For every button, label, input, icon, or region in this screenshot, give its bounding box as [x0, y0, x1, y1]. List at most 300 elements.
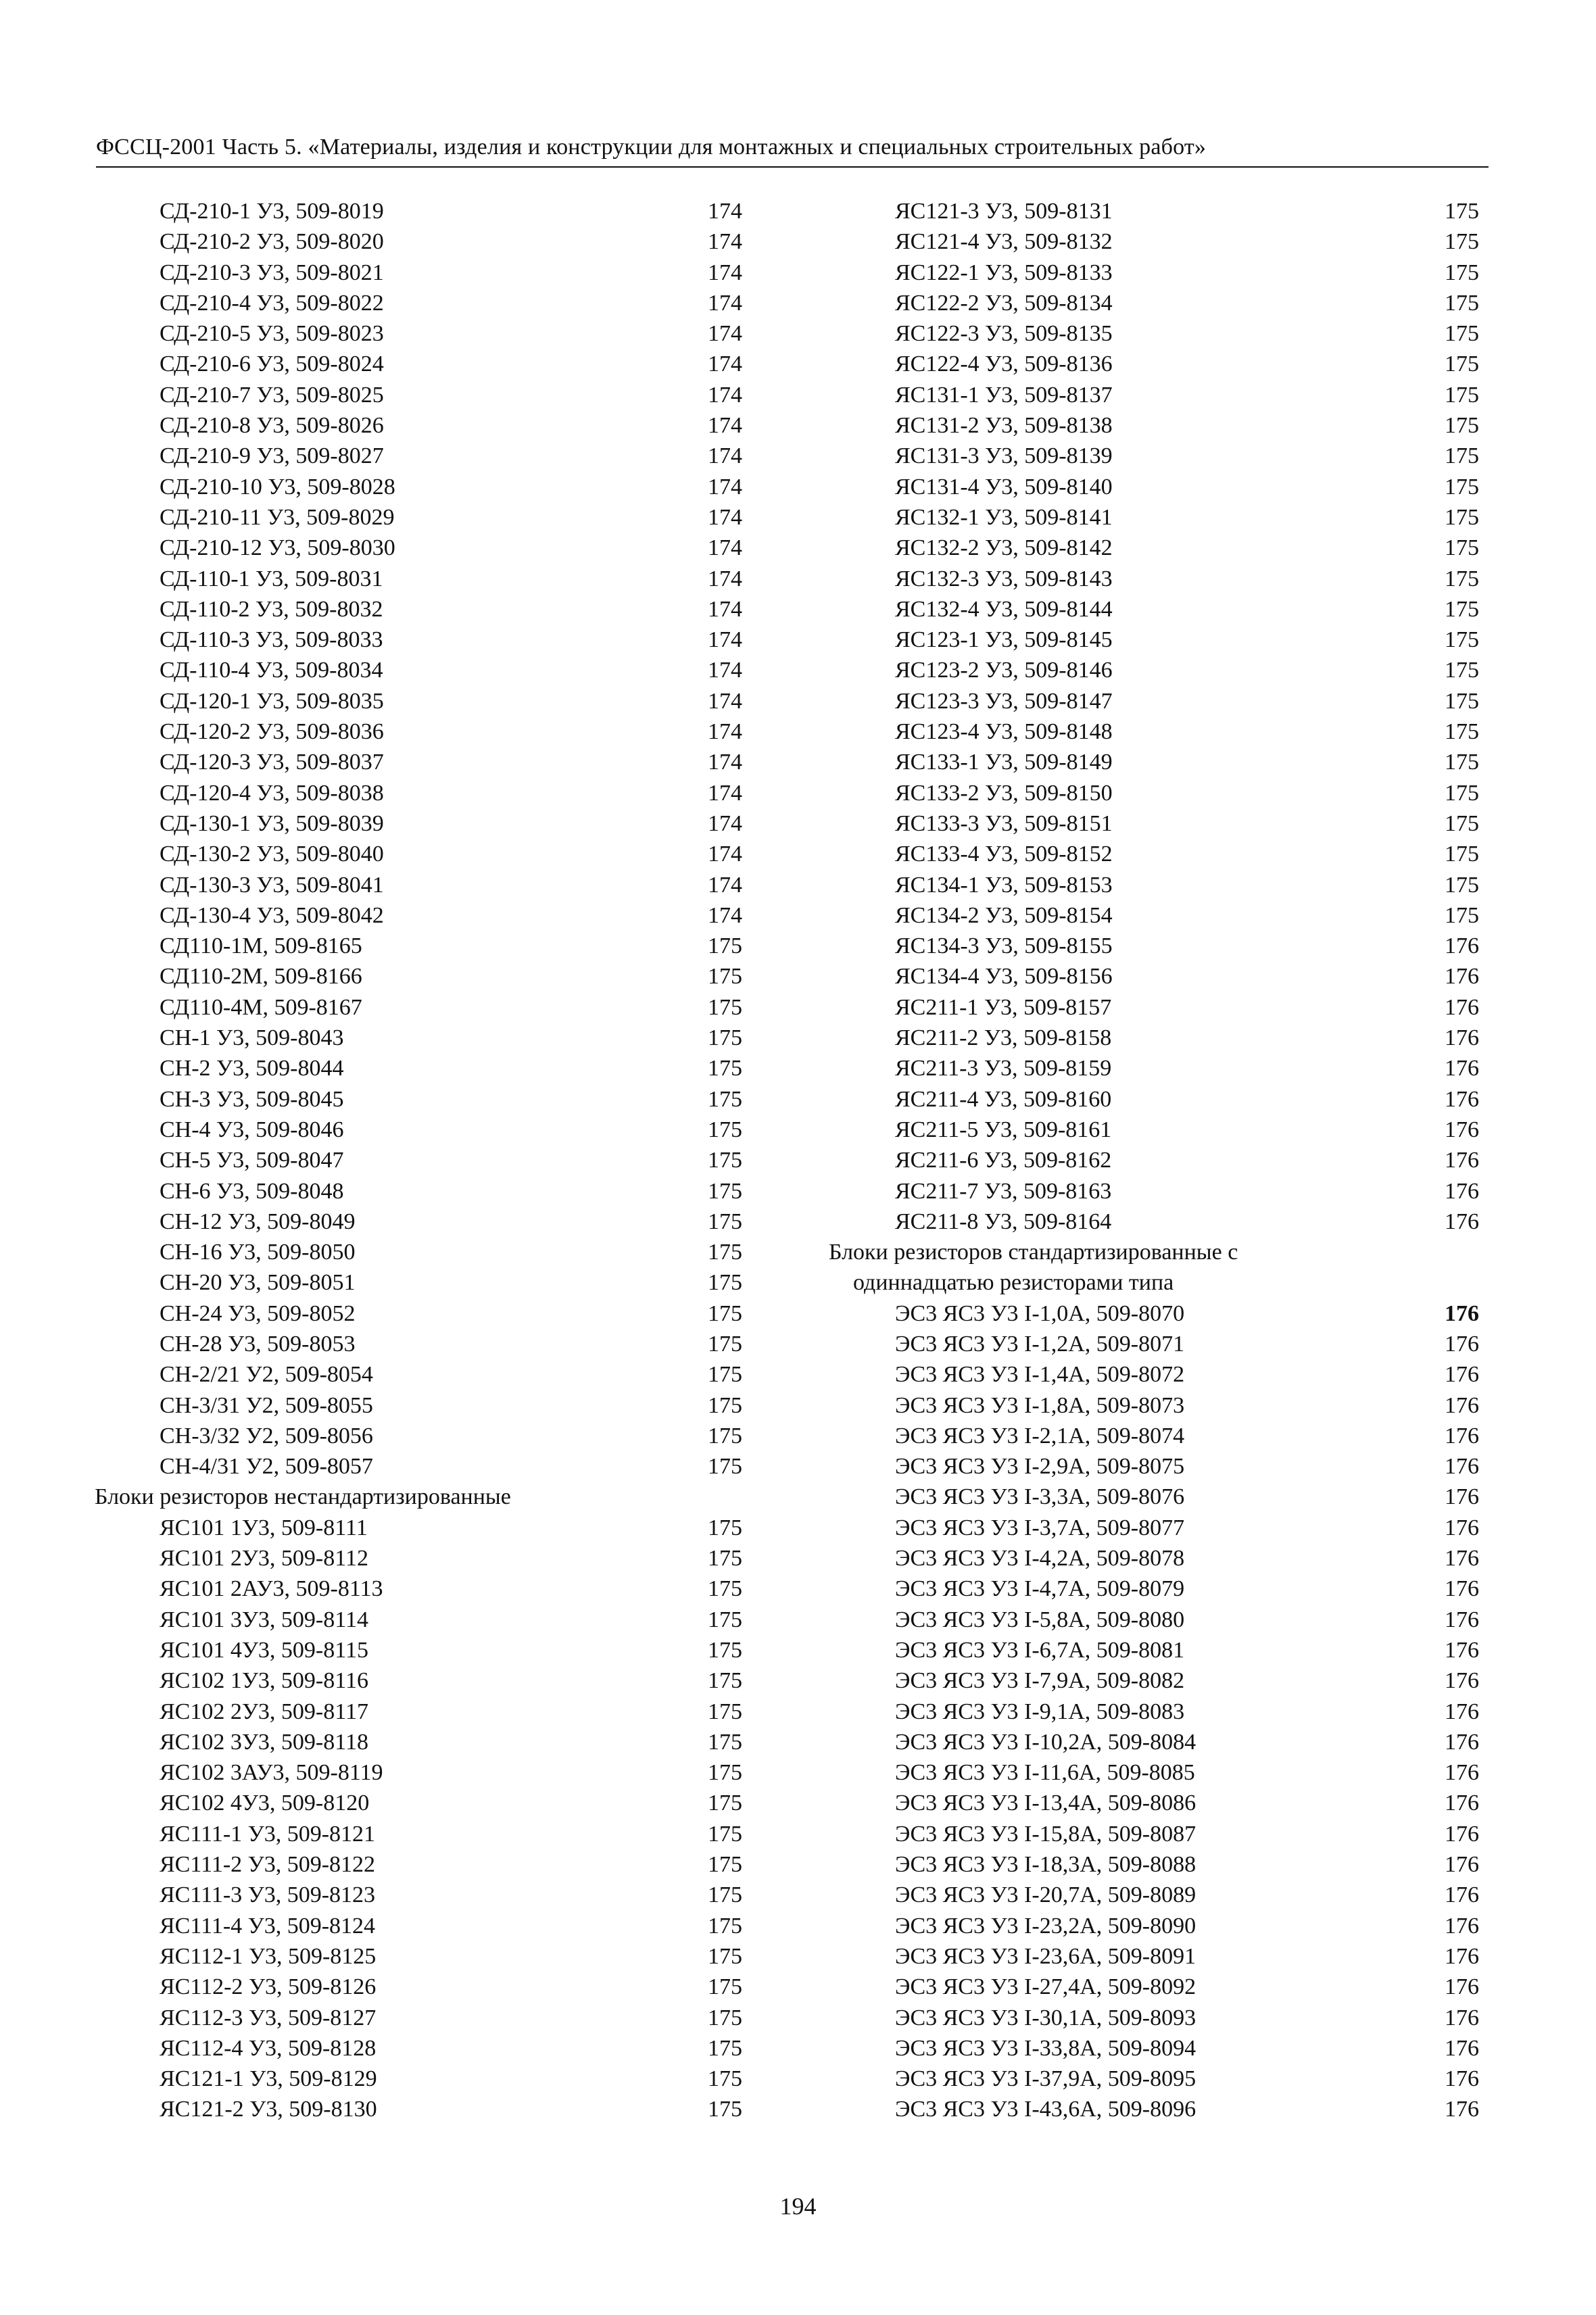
dot-leader — [378, 2024, 697, 2025]
index-entry — [95, 1023, 742, 1053]
entry-code: ЭС3 ЯС3 У3 I-18,3А, 509-8088 — [895, 1852, 1196, 1878]
index-entry — [95, 2033, 742, 2064]
dot-leader — [1186, 1350, 1434, 1351]
dot-leader — [386, 248, 697, 249]
index-entry — [95, 1513, 742, 1543]
entry-page-number: 174 — [708, 566, 742, 591]
dot-leader — [1115, 646, 1434, 647]
entry-page-number: 176 — [1445, 933, 1479, 959]
page-header: ФССЦ-2001 Часть 5. «Материалы, изделия и конструкции для монтажных и специальных строительных работ» — [96, 132, 1489, 168]
entry-code: СД-130-4 У3, 509-8042 — [160, 902, 384, 928]
entry-page-number: 174 — [708, 810, 742, 836]
index-entry — [829, 349, 1479, 379]
entry-page-number: 174 — [708, 351, 742, 377]
dot-leader — [345, 1136, 697, 1137]
entry-code: ЭС3 ЯС3 У3 I-20,7А, 509-8089 — [895, 1882, 1196, 1908]
index-entry — [829, 1697, 1479, 1727]
index-entry — [829, 1115, 1479, 1145]
index-entry — [829, 380, 1479, 410]
dot-leader — [377, 1901, 697, 1902]
dot-leader — [386, 279, 697, 280]
index-entry — [95, 1084, 742, 1115]
entry-page-number: 174 — [708, 321, 742, 347]
entry-code: СД-120-1 У3, 509-8035 — [160, 688, 384, 714]
entry-code: СД-210-11 У3, 509-8029 — [160, 504, 395, 530]
entry-code: ЯС123-3 У3, 509-8147 — [895, 688, 1113, 714]
index-entry — [829, 931, 1479, 961]
entry-page-number: 176 — [1445, 2035, 1479, 2061]
index-entry — [95, 1359, 742, 1390]
index-entry — [829, 472, 1479, 502]
entry-code: СД-210-5 У3, 509-8023 — [160, 321, 384, 347]
entry-code: СД110-4М, 509-8167 — [160, 994, 362, 1020]
index-entry — [95, 1176, 742, 1207]
entry-page-number: 175 — [708, 1209, 742, 1234]
entry-page-number: 174 — [708, 596, 742, 622]
entry-page-number: 175 — [1445, 260, 1479, 285]
entry-code: ЭС3 ЯС3 У3 I-3,7А, 509-8077 — [895, 1515, 1185, 1540]
entry-code: ЯС132-2 У3, 509-8142 — [895, 535, 1113, 561]
entry-code: ЭС3 ЯС3 У3 I-5,8А, 509-8080 — [895, 1607, 1185, 1632]
index-entry — [95, 931, 742, 961]
entry-code: СД-110-3 У3, 509-8033 — [160, 627, 383, 653]
entry-code: ЯС102 3У3, 509-8118 — [160, 1729, 368, 1755]
dot-leader — [1198, 1809, 1434, 1810]
index-entry — [95, 839, 742, 869]
dot-leader — [1186, 1503, 1434, 1504]
index-entry — [95, 1298, 742, 1329]
dot-leader — [1198, 1932, 1434, 1933]
entry-code: СД-210-2 У3, 509-8020 — [160, 229, 384, 255]
dot-leader — [385, 1779, 697, 1780]
entry-code: СД-210-9 У3, 509-8027 — [160, 443, 384, 469]
entry-page-number: 176 — [1445, 1913, 1479, 1939]
index-entry — [829, 900, 1479, 931]
entry-code: ЭС3 ЯС3 У3 I-27,4А, 509-8092 — [895, 1974, 1196, 2000]
entry-code: СД-130-3 У3, 509-8041 — [160, 872, 384, 898]
index-entry — [95, 226, 742, 257]
index-entry — [829, 778, 1479, 808]
index-entry — [829, 808, 1479, 839]
index-entry — [829, 533, 1479, 563]
entry-code: СН-12 У3, 509-8049 — [160, 1209, 356, 1234]
index-entry — [829, 1819, 1479, 1849]
entry-page-number: 175 — [708, 1607, 742, 1632]
entry-code: ЭС3 ЯС3 У3 I-2,9А, 509-8075 — [895, 1454, 1185, 1480]
index-entry — [829, 1605, 1479, 1635]
entry-code: ЯС102 2У3, 509-8117 — [160, 1699, 368, 1724]
entry-code: ЯС121-4 У3, 509-8132 — [895, 229, 1113, 255]
index-entry — [829, 1543, 1479, 1574]
entry-code: ЯС111-3 У3, 509-8123 — [160, 1882, 376, 1908]
dot-leader — [364, 1014, 697, 1015]
entry-code: ЯС132-1 У3, 509-8141 — [895, 504, 1113, 530]
index-entry — [95, 1849, 742, 1880]
dot-leader — [385, 1595, 697, 1596]
entry-page-number: 174 — [708, 872, 742, 898]
section-title-standard-line2: одиннадцатью резисторами типа — [853, 1270, 1174, 1296]
dot-leader — [1198, 1871, 1434, 1872]
dot-leader — [386, 370, 697, 371]
index-entry — [95, 870, 742, 900]
index-entry — [829, 2033, 1479, 2064]
index-entry — [95, 747, 742, 777]
index-entry — [829, 1880, 1479, 1910]
entry-page-number: 175 — [708, 1240, 742, 1265]
index-entry — [95, 1972, 742, 2002]
dot-leader — [377, 1932, 697, 1933]
entry-code: ЭС3 ЯС3 У3 I-1,2А, 509-8071 — [895, 1331, 1185, 1357]
dot-leader — [1198, 2085, 1434, 2086]
index-entry — [829, 410, 1479, 441]
entry-code: ЭС3 ЯС3 У3 I-4,2А, 509-8078 — [895, 1546, 1185, 1571]
entry-page-number: 175 — [708, 1331, 742, 1357]
entry-code: СН-24 У3, 509-8052 — [160, 1300, 356, 1326]
entry-page-number: 175 — [708, 1515, 742, 1540]
entry-code: ЯС111-1 У3, 509-8121 — [160, 1821, 376, 1847]
index-entry — [95, 1267, 742, 1298]
entry-code: СН-28 У3, 509-8053 — [160, 1331, 356, 1357]
entry-page-number: 176 — [1445, 1484, 1479, 1510]
index-entry — [829, 1053, 1479, 1083]
entry-page-number: 175 — [708, 1699, 742, 1724]
entry-code: ЯС123-1 У3, 509-8145 — [895, 627, 1113, 653]
entry-page-number: 176 — [1445, 2097, 1479, 2122]
entry-page-number: 176 — [1445, 1790, 1479, 1816]
entry-page-number: 176 — [1445, 1362, 1479, 1388]
dot-leader — [379, 2085, 697, 2086]
entry-page-number: 174 — [708, 290, 742, 316]
dot-leader — [1186, 1381, 1434, 1382]
index-entry — [95, 1788, 742, 1818]
index-entry — [829, 1513, 1479, 1543]
entry-page-number: 174 — [708, 504, 742, 530]
entry-code: ЭС3 ЯС3 У3 I-33,8А, 509-8094 — [895, 2035, 1196, 2061]
entry-page-number: 175 — [708, 1086, 742, 1112]
entry-code: ЯС134-2 У3, 509-8154 — [895, 902, 1113, 928]
entry-code: ЯС102 1У3, 509-8116 — [160, 1668, 368, 1694]
entry-page-number: 175 — [708, 964, 742, 990]
dot-leader — [1115, 952, 1434, 953]
entry-code: ЭС3 ЯС3 У3 I-23,6А, 509-8091 — [895, 1943, 1196, 1969]
dot-leader — [357, 1228, 697, 1229]
entry-code: СД-110-2 У3, 509-8032 — [160, 596, 383, 622]
entry-code: СД-210-12 У3, 509-8030 — [160, 535, 395, 561]
entry-page-number: 176 — [1445, 1974, 1479, 2000]
index-entry — [95, 472, 742, 502]
entry-code: СН-16 У3, 509-8050 — [160, 1240, 356, 1265]
index-entry — [829, 1451, 1479, 1482]
dot-leader — [1115, 401, 1434, 402]
dot-leader — [1115, 554, 1434, 555]
index-entry — [829, 1390, 1479, 1421]
entry-code: ЯС131-2 У3, 509-8138 — [895, 413, 1113, 439]
entry-page-number: 176 — [1445, 964, 1479, 990]
entry-page-number: 175 — [1445, 504, 1479, 530]
entry-code: ЭС3 ЯС3 У3 I-6,7А, 509-8081 — [895, 1637, 1185, 1663]
entry-page-number: 176 — [1445, 1331, 1479, 1357]
index-entry — [829, 1727, 1479, 1757]
entry-code: ЯС211-2 У3, 509-8158 — [895, 1025, 1112, 1051]
entry-code: СД-210-8 У3, 509-8026 — [160, 413, 384, 439]
dot-leader — [386, 738, 697, 739]
dot-leader — [1115, 738, 1434, 739]
entry-page-number: 175 — [708, 1178, 742, 1204]
entry-code: СД-110-1 У3, 509-8031 — [160, 566, 383, 591]
entry-code: СД-130-2 У3, 509-8040 — [160, 842, 384, 867]
entry-page-number: 175 — [1445, 842, 1479, 867]
index-entry — [95, 961, 742, 992]
dot-leader — [1186, 1626, 1434, 1627]
index-entry — [829, 1574, 1479, 1604]
entry-page-number: 175 — [708, 1056, 742, 1081]
index-entry — [95, 1145, 742, 1175]
index-entry — [95, 288, 742, 318]
dot-leader — [357, 1289, 697, 1290]
dot-leader — [1115, 493, 1434, 494]
dot-leader — [357, 1320, 697, 1321]
entry-page-number: 176 — [1445, 1515, 1479, 1540]
index-entry — [829, 502, 1479, 533]
entry-page-number: 174 — [708, 627, 742, 653]
index-entry — [95, 1237, 742, 1267]
dot-leader — [386, 922, 697, 923]
entry-page-number: 174 — [708, 260, 742, 285]
entry-page-number: 175 — [708, 2097, 742, 2122]
entry-code: СД-210-7 У3, 509-8025 — [160, 382, 384, 408]
dot-leader — [1115, 340, 1434, 341]
dot-leader — [1115, 860, 1434, 861]
index-entry — [95, 410, 742, 441]
index-entry — [829, 564, 1479, 594]
index-entry — [95, 992, 742, 1023]
dot-leader — [357, 1350, 697, 1351]
dot-leader — [385, 646, 697, 647]
entry-page-number: 176 — [1445, 1117, 1479, 1142]
index-entry — [95, 2064, 742, 2094]
index-entry — [829, 1849, 1479, 1880]
dot-leader — [1115, 830, 1434, 831]
dot-leader — [397, 493, 697, 494]
entry-page-number: 174 — [708, 688, 742, 714]
dot-leader — [386, 340, 697, 341]
entry-code: ЯС211-4 У3, 509-8160 — [895, 1086, 1112, 1112]
page-number: 194 — [779, 2193, 817, 2220]
entry-page-number: 174 — [708, 719, 742, 745]
entry-page-number: 175 — [708, 1760, 742, 1786]
entry-page-number: 174 — [708, 902, 742, 928]
index-entry — [829, 258, 1479, 288]
entry-page-number: 175 — [708, 1668, 742, 1694]
entry-code: ЯС102 4У3, 509-8120 — [160, 1790, 370, 1816]
entry-code: ЯС121-2 У3, 509-8130 — [160, 2097, 377, 2122]
dot-leader — [371, 1809, 697, 1810]
index-entry — [95, 258, 742, 288]
entry-page-number: 176 — [1445, 994, 1479, 1020]
entry-page-number: 175 — [708, 2005, 742, 2030]
left-entries-b — [95, 1513, 742, 2125]
entry-page-number: 176 — [1445, 1607, 1479, 1632]
entry-page-number: 176 — [1445, 1576, 1479, 1602]
entry-page-number: 175 — [1445, 596, 1479, 622]
entry-page-number: 176 — [1445, 1699, 1479, 1724]
entry-page-number: 176 — [1445, 1025, 1479, 1051]
dot-leader — [375, 1412, 697, 1413]
index-entry — [95, 716, 742, 747]
entry-page-number: 176 — [1445, 1729, 1479, 1755]
entry-page-number: 175 — [1445, 351, 1479, 377]
entry-page-number: 176 — [1445, 1086, 1479, 1112]
entry-page-number: 175 — [708, 1300, 742, 1326]
dot-leader — [1113, 1014, 1434, 1015]
entry-page-number: 175 — [708, 1546, 742, 1571]
entry-code: СН-5 У3, 509-8047 — [160, 1148, 344, 1173]
index-entry — [829, 1084, 1479, 1115]
dot-leader — [370, 1534, 697, 1535]
index-entry — [95, 625, 742, 655]
entry-page-number: 176 — [1445, 1760, 1479, 1786]
dot-leader — [364, 952, 697, 953]
entry-page-number: 174 — [708, 474, 742, 499]
entry-code: СН-2 У3, 509-8044 — [160, 1056, 344, 1081]
entry-page-number: 174 — [708, 382, 742, 408]
entry-code: СД110-2М, 509-8166 — [160, 964, 362, 990]
index-entry — [95, 808, 742, 839]
index-entry — [95, 2094, 742, 2124]
index-entry — [95, 778, 742, 808]
index-entry — [829, 716, 1479, 747]
entry-code: ЯС134-1 У3, 509-8153 — [895, 872, 1113, 898]
entry-page-number: 175 — [1445, 229, 1479, 255]
entry-code: ЯС111-4 У3, 509-8124 — [160, 1913, 376, 1939]
entry-code: ЭС3 ЯС3 У3 I-37,9А, 509-8095 — [895, 2066, 1196, 2092]
entry-page-number: 175 — [708, 2035, 742, 2061]
dot-leader — [386, 830, 697, 831]
entry-code: СД-120-2 У3, 509-8036 — [160, 719, 384, 745]
entry-code: СД-210-3 У3, 509-8021 — [160, 260, 384, 285]
entry-code: СД-210-4 У3, 509-8022 — [160, 290, 384, 316]
index-entry — [829, 1635, 1479, 1665]
entry-code: ЯС133-2 У3, 509-8150 — [895, 780, 1113, 806]
index-entry — [829, 686, 1479, 716]
dot-leader — [397, 554, 697, 555]
entry-code: СН-1 У3, 509-8043 — [160, 1025, 344, 1051]
index-entry — [95, 1819, 742, 1849]
entry-page-number: 174 — [708, 413, 742, 439]
entry-code: ЯС101 3У3, 509-8114 — [160, 1607, 368, 1632]
left-entries-a — [95, 196, 742, 1482]
entry-page-number: 175 — [1445, 658, 1479, 683]
dot-leader — [378, 1993, 697, 1994]
dot-leader — [1186, 1687, 1434, 1688]
index-entry — [95, 1911, 742, 1941]
entry-page-number: 175 — [708, 1729, 742, 1755]
index-entry — [95, 1880, 742, 1910]
entry-code: ЭС3 ЯС3 У3 I-10,2А, 509-8084 — [895, 1729, 1196, 1755]
entry-page-number: 176 — [1445, 1668, 1479, 1694]
dot-leader — [1115, 370, 1434, 371]
entry-page-number: 174 — [708, 658, 742, 683]
entry-code: СН-6 У3, 509-8048 — [160, 1178, 344, 1204]
entry-page-number: 175 — [708, 1392, 742, 1418]
index-entry — [829, 2094, 1479, 2124]
entry-code: ЯС132-4 У3, 509-8144 — [895, 596, 1113, 622]
index-entry — [95, 1697, 742, 1727]
entry-code: СД-120-3 У3, 509-8037 — [160, 750, 384, 775]
dot-leader — [386, 401, 697, 402]
index-entry — [95, 1757, 742, 1788]
index-entry — [829, 1207, 1479, 1237]
entry-code: СД-210-10 У3, 509-8028 — [160, 474, 395, 499]
entry-page-number: 175 — [1445, 780, 1479, 806]
entry-code: СН-4/31 У2, 509-8057 — [160, 1454, 373, 1480]
index-entry — [829, 1482, 1479, 1512]
entry-code: ЯС131-4 У3, 509-8140 — [895, 474, 1113, 499]
index-entry — [829, 441, 1479, 471]
entry-page-number: 175 — [708, 1852, 742, 1878]
index-entry — [95, 502, 742, 533]
index-entry — [95, 564, 742, 594]
entry-page-number: 174 — [708, 842, 742, 867]
entry-code: ЭС3 ЯС3 У3 I-4,7А, 509-8079 — [895, 1576, 1185, 1602]
entry-page-number: 176 — [1445, 1148, 1479, 1173]
entry-code: ЯС211-8 У3, 509-8164 — [895, 1209, 1112, 1234]
entry-page-number: 175 — [708, 1821, 742, 1847]
index-entry — [95, 1115, 742, 1145]
index-entry — [829, 1421, 1479, 1451]
index-entry — [95, 655, 742, 685]
index-entry — [95, 1941, 742, 1972]
dot-leader — [386, 860, 697, 861]
entry-code: ЭС3 ЯС3 У3 I-11,6А, 509-8085 — [895, 1760, 1195, 1786]
entry-page-number: 174 — [708, 443, 742, 469]
index-entry — [95, 2003, 742, 2033]
index-entry — [95, 196, 742, 226]
entry-code: ЯС122-1 У3, 509-8133 — [895, 260, 1113, 285]
entry-page-number: 175 — [1445, 413, 1479, 439]
right-column — [829, 196, 1479, 2125]
dot-leader — [1186, 1718, 1434, 1719]
dot-leader — [385, 585, 697, 586]
dot-leader — [1113, 1228, 1434, 1229]
entry-code: ЯС131-3 У3, 509-8139 — [895, 443, 1113, 469]
index-entry — [95, 1574, 742, 1604]
index-entry — [829, 625, 1479, 655]
entry-code: ЭС3 ЯС3 У3 I-43,6А, 509-8096 — [895, 2097, 1196, 2122]
entry-code: ЯС112-1 У3, 509-8125 — [160, 1943, 377, 1969]
entry-code: ЯС112-3 У3, 509-8127 — [160, 2005, 377, 2030]
entry-page-number: 175 — [1445, 382, 1479, 408]
index-entry — [829, 1023, 1479, 1053]
entry-page-number: 175 — [1445, 719, 1479, 745]
index-entry — [95, 1727, 742, 1757]
index-entry — [829, 961, 1479, 992]
dot-leader — [1186, 1534, 1434, 1535]
entry-page-number: 176 — [1445, 2005, 1479, 2030]
entry-code: ЯС133-1 У3, 509-8149 — [895, 750, 1113, 775]
dot-leader — [386, 432, 697, 433]
entry-code: ЯС121-1 У3, 509-8129 — [160, 2066, 377, 2092]
index-entry — [95, 686, 742, 716]
index-entry — [95, 594, 742, 625]
index-entry — [829, 1911, 1479, 1941]
dot-leader — [1115, 922, 1434, 923]
dot-leader — [386, 462, 697, 463]
index-entry — [829, 839, 1479, 869]
entry-code: СН-3/32 У2, 509-8056 — [160, 1423, 373, 1448]
entry-page-number: 176 — [1445, 1821, 1479, 1847]
entry-code: ЯС211-3 У3, 509-8159 — [895, 1056, 1112, 1081]
